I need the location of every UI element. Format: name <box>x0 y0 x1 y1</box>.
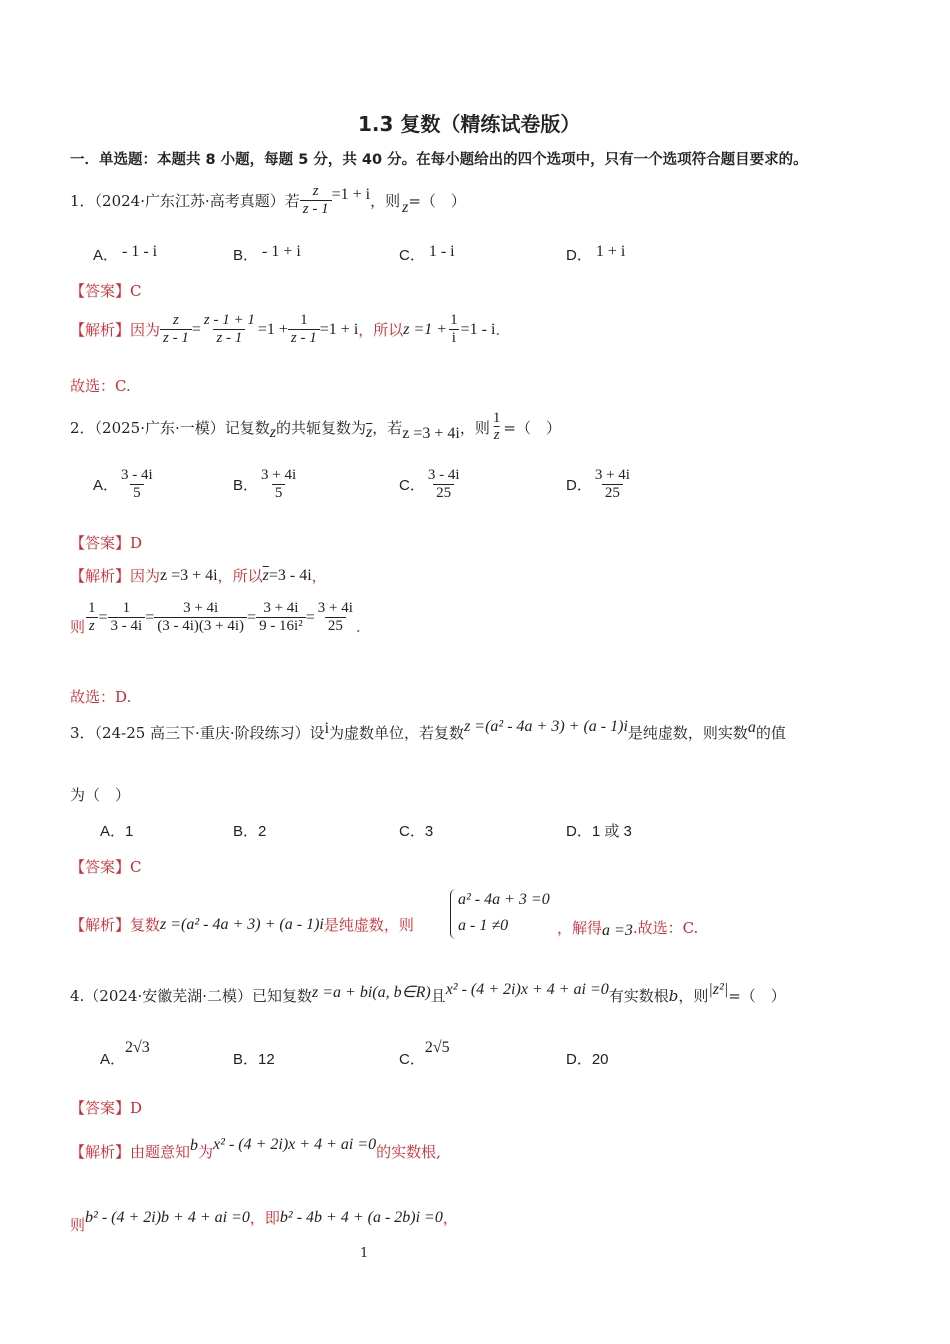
q4-stem-then: ，则 <box>678 987 709 1005</box>
q4-eq: x² - (4 + 2i)x + 4 + ai =0 <box>445 980 609 998</box>
eq: =3 - 4i <box>268 566 312 584</box>
q1-var: z <box>402 198 409 216</box>
option-value: 1 或 3 <box>591 823 632 840</box>
eq: $\overline{z}$ <box>262 566 269 584</box>
q2-stem <box>70 410 561 445</box>
q4-stem-prefix: 4.（2024·安徽芜湖·二模）已知复数 <box>70 987 313 1005</box>
q1-eq-tail: =（ ） <box>408 192 466 211</box>
option-label: A． <box>100 823 126 840</box>
frac-num: 3 - 4i <box>427 467 460 483</box>
q3-option-d[interactable] <box>566 820 632 841</box>
eq: b <box>190 1136 199 1154</box>
analysis-text: .故选：C. <box>632 918 699 937</box>
analysis-text: ，即 <box>249 1209 280 1227</box>
analysis-text: 的实数根, <box>376 1143 441 1161</box>
q2-stem-then: ，则 <box>459 418 490 437</box>
frac-num: 3 - 4i <box>121 467 153 483</box>
q1-stem-prefix: 1．（2024·广东江苏·高考真题）若 <box>70 192 300 211</box>
option-label: D． <box>566 247 592 264</box>
q4-eq-tail: =（ ） <box>728 987 786 1005</box>
q2-a-frac3 <box>154 600 247 636</box>
q1-answer: 【答案】C <box>70 282 142 300</box>
analysis-tag: 【解析】 <box>70 916 131 934</box>
q3-system-line2: a - 1 ≠0 <box>458 917 509 934</box>
q2-stem-prefix: 2．（2025·广东·一模）记复数 <box>70 418 270 437</box>
option-label: C． <box>399 1051 425 1068</box>
q4-analysis-line1 <box>70 1135 441 1162</box>
frac-den: 5 <box>272 484 286 502</box>
q4-abs: |z²| <box>708 980 729 998</box>
option-label: D． <box>566 823 592 840</box>
analysis-tag: 【解析】 <box>70 321 131 340</box>
frac-den: z <box>86 617 98 635</box>
option-label: B． <box>233 247 259 264</box>
option-value: 1 + i <box>595 243 626 260</box>
option-label: A． <box>100 1051 126 1068</box>
eq: x² - (4 + 2i)x + 4 + ai =0 <box>213 1135 377 1153</box>
option-label: D． <box>566 1051 592 1068</box>
option-value: 3 <box>424 823 434 840</box>
q2-analysis-line2: 则 $\frac{1}{z}$ = $\frac{1}{3 - 4i}$ = $\frac{3 + 4i}{(3 - 4i)(3 + 4i)}$ = $\frac{3 + 4i}{\text{9 - 16i²}}$ = $\frac{3 + 4i}{25}$ . <box>70 599 361 636</box>
analysis-tag: 【解析】 <box>70 567 131 585</box>
q3-analysis <box>70 914 414 935</box>
analysis-text: 复数 <box>130 916 161 934</box>
eq: = <box>191 320 201 338</box>
analysis-text: . <box>355 617 361 636</box>
frac-num: 3 + 4i <box>183 599 219 616</box>
analysis-text: 因为 <box>130 321 161 340</box>
frac-num: z - 1 + 1 <box>203 312 255 328</box>
option-label: C． <box>399 823 425 840</box>
q2-option-c[interactable] <box>399 467 463 503</box>
q1-frac-num: z <box>312 183 319 199</box>
q2-eq-tail: =（ ） <box>503 418 561 437</box>
q3-system-brace <box>450 889 457 939</box>
q3-stem-end: 的值 <box>755 724 786 742</box>
option-label: B． <box>233 477 259 495</box>
analysis-tag: 【解析】 <box>70 1143 131 1161</box>
frac-num: 3 + 4i <box>263 599 299 616</box>
option-label: C． <box>399 477 425 495</box>
q4-option-b[interactable] <box>233 1048 275 1069</box>
eq: z =3 + 4i <box>160 566 218 584</box>
q1-a-frac4 <box>447 312 461 348</box>
q1-option-d[interactable] <box>566 244 625 265</box>
q3-stem-line2: 为（ ） <box>70 786 131 804</box>
q4-stem <box>70 980 786 1006</box>
eq: a =3 <box>602 922 633 939</box>
q1-a-frac3 <box>288 312 320 348</box>
frac-num: 3 + 4i <box>261 467 297 483</box>
q3-stem-tail: 是纯虚数，则实数 <box>627 724 748 742</box>
analysis-text: ，所以 <box>358 321 404 340</box>
q1-stem-mid: ，则 <box>370 192 401 211</box>
eq: b² - 4b + 4 + (a - 2b)i =0 <box>279 1208 443 1226</box>
option-label: A． <box>93 247 119 264</box>
q2-var-z: z <box>269 424 276 442</box>
option-value: 1 <box>125 823 134 840</box>
q1-fraction <box>300 183 332 219</box>
frac-den: z - 1 <box>213 329 245 347</box>
frac-den: 5 <box>130 484 144 502</box>
frac-num: 3 + 4i <box>594 467 630 483</box>
q2-a-frac2 <box>108 600 146 636</box>
q1-option-b[interactable] <box>233 244 301 265</box>
eq: z =(a² - 4a + 3) + (a - 1)i <box>160 915 324 933</box>
frac-den: 3 - 4i <box>108 617 146 635</box>
analysis-text: ， <box>442 1209 458 1227</box>
q4-stem-tail: 有实数根 <box>608 987 669 1005</box>
frac-den: (3 - 4i)(3 + 4i) <box>154 617 247 635</box>
q2-stem-if: ，若 <box>372 418 403 437</box>
analysis-text: 由题意知 <box>130 1143 191 1161</box>
analysis-text: 因为 <box>130 567 161 585</box>
option-value: 12 <box>258 1051 275 1068</box>
q1-analysis <box>70 312 500 348</box>
option-label: D． <box>566 477 592 495</box>
q2-analysis-line1 <box>70 565 327 586</box>
q3-var-a: a <box>747 718 756 736</box>
frac-den: z - 1 <box>160 329 192 347</box>
frac-den: z <box>493 427 500 444</box>
option-value: 2√5 <box>424 1039 450 1056</box>
option-value: 1 - i <box>428 243 455 260</box>
eq: =1 + i <box>319 320 359 338</box>
option-value: 2√3 <box>125 1039 150 1056</box>
q1-frac-den: z - 1 <box>300 200 332 218</box>
frac-den: 25 <box>433 484 454 502</box>
q4-stem-and: 且 <box>430 987 446 1005</box>
q1-option-c[interactable] <box>399 244 455 265</box>
q4-analysis-line2 <box>70 1200 458 1235</box>
q4-var-b: b <box>668 986 679 1005</box>
q2-a-frac5 <box>315 600 356 636</box>
page-number: 1 <box>360 1246 369 1261</box>
frac-den: i <box>449 329 459 347</box>
page-title: 1.3 复数（精练试卷版） <box>358 112 581 136</box>
analysis-text: 则 <box>70 618 86 636</box>
analysis-text: ，解得 <box>557 918 603 937</box>
frac-num: 1 <box>450 312 458 328</box>
q3-stem-mid: 为虚数单位，若复数 <box>329 724 465 742</box>
analysis-text: 为 <box>198 1143 214 1161</box>
q4-option-a[interactable] <box>100 1039 150 1069</box>
option-label: B． <box>233 823 259 840</box>
option-label: C． <box>399 247 425 264</box>
q2-cond: z =3 + 4i <box>402 425 460 443</box>
q1-a-frac1 <box>160 312 192 348</box>
q1-stem <box>70 183 466 219</box>
q3-option-b[interactable] <box>233 820 266 841</box>
frac-den: 25 <box>325 617 346 635</box>
option-fraction <box>592 467 633 503</box>
frac-den: z - 1 <box>288 329 320 347</box>
q3-answer: 【答案】C <box>70 858 142 876</box>
q3-system-line1: a² - 4a + 3 =0 <box>458 891 550 908</box>
analysis-text: 是纯虚数，则 <box>323 916 414 934</box>
q4-expr: z =a + bi(a, b∈R) <box>312 983 431 1001</box>
q1-a-frac2 <box>201 312 258 348</box>
eq: =1 - i <box>460 320 496 338</box>
q2-answer: 【答案】D <box>70 534 143 552</box>
frac-num: 1 <box>300 312 308 328</box>
q1-eq: =1 + i <box>331 185 371 203</box>
q2-a-frac4 <box>256 600 306 636</box>
q4-option-d[interactable] <box>566 1048 609 1069</box>
q2-option-d[interactable] <box>566 467 633 503</box>
analysis-text: . <box>495 320 501 339</box>
option-label: A． <box>93 477 119 495</box>
section-header: 一．单选题：本题共 8 小题，每题 5 分，共 40 分。在每小题给出的四个选项中，只有一个选项符合题目要求的。 <box>70 152 808 168</box>
q3-option-a[interactable] <box>100 820 133 841</box>
frac-num: 1 <box>122 599 131 616</box>
q2-option-a[interactable] <box>93 467 156 503</box>
q2-a-frac1 <box>85 600 99 636</box>
analysis-text: ， <box>311 567 327 585</box>
analysis-text: 则 <box>70 1216 86 1234</box>
q2-fraction <box>490 410 504 445</box>
q3-stem-prefix: 3．（24-25 高三下·重庆·阶段练习）设 <box>70 724 325 742</box>
option-label: B． <box>233 1051 259 1068</box>
q2-var-zbar: $\overline{z}$ <box>366 424 373 442</box>
frac-den: 9 - 16i² <box>256 617 306 635</box>
option-value: - 1 + i <box>262 243 301 260</box>
q3-analysis-tail <box>557 914 698 940</box>
option-fraction <box>258 467 299 503</box>
option-value: - 1 - i <box>122 243 158 260</box>
option-value: 20 <box>591 1051 609 1068</box>
q1-choice: 故选：C. <box>70 377 131 395</box>
eq: =1 + <box>257 320 288 338</box>
frac-num: 1 <box>492 410 501 426</box>
frac-num: 1 <box>88 599 96 616</box>
option-fraction <box>118 467 156 503</box>
q3-expr: z =(a² - 4a + 3) + (a - 1)i <box>464 717 628 735</box>
eq: z =1 + <box>403 320 448 338</box>
q4-option-c[interactable] <box>399 1039 450 1069</box>
frac-num: 3 + 4i <box>317 599 353 616</box>
q3-option-c[interactable] <box>399 820 433 841</box>
eq: b² - (4 + 2i)b + 4 + ai =0 <box>85 1208 250 1226</box>
option-value: 2 <box>258 823 267 840</box>
frac-den: 25 <box>602 484 623 502</box>
q3-var-i: i <box>324 719 330 737</box>
analysis-text: ，所以 <box>217 567 263 585</box>
frac-num: z <box>173 312 179 328</box>
q2-option-b[interactable] <box>233 467 299 503</box>
q3-stem <box>70 717 786 743</box>
q2-choice: 故选：D. <box>70 688 132 706</box>
q4-answer: 【答案】D <box>70 1099 143 1117</box>
q2-stem-mid: 的共轭复数为 <box>276 418 367 437</box>
q1-option-a[interactable] <box>93 244 157 265</box>
option-fraction <box>425 467 463 503</box>
